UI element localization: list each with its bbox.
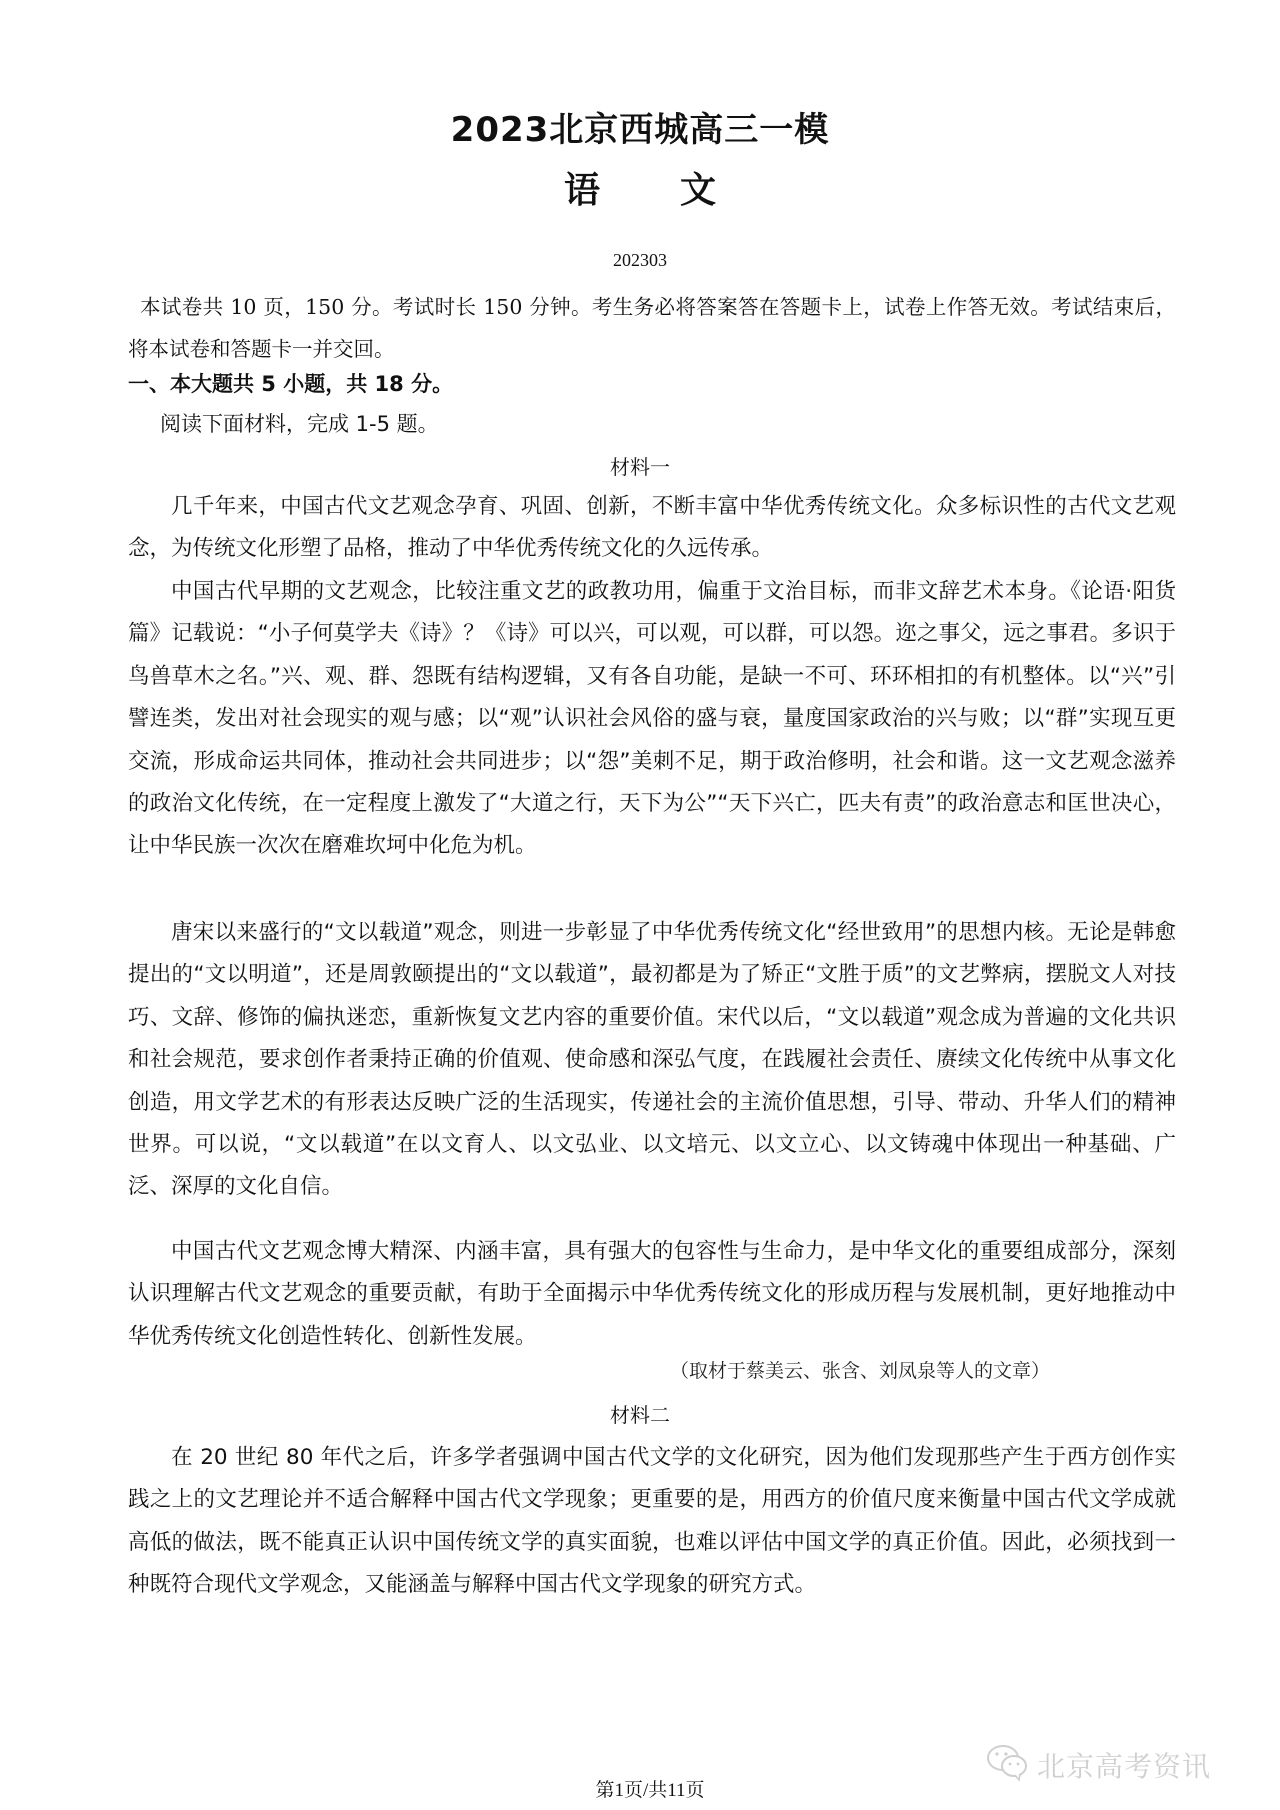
material-one-paragraph: 中国古代早期的文艺观念，比较注重文艺的政教功用，偏重于文治目标，而非文辞艺术本身。《论语·阳货篇》记载说：“小子何莫学夫《诗》？《诗》可以兴，可以观，可以群，可以怨。迩之事父，远之事君。多识于鸟兽草木之名。”兴、观、群、怨既有结构逻辑，又有各自功能，是缺一不可、环环相扣的有机整体。以“兴”引譬连类，发出对社会现实的观与感；以“观”认识社会风俗的盛与衰，量度国家政治的兴与败；以“群”实现互更交流，形成命运共同体，推动社会共同进步；以“怨”美刺不足，期于政治修明，社会和谐。这一文艺观念滋养的政治文化传统，在一定程度上激发了“大道之行，天下为公”“天下兴亡，匹夫有责”的政治意志和匡世决心，让中华民族一次次在磨难坎坷中化危为机。 [128, 579, 1176, 859]
section-one-instruction: 阅读下面材料，完成 1-5 题。 [160, 412, 439, 436]
watermark-text: 北京高考资讯 [1037, 1750, 1212, 1783]
subject-char: 文 [680, 170, 717, 211]
material-two-paragraph: 在 20 世纪 80 年代之后，许多学者强调中国古代文学的文化研究，因为他们发现那些产生于西方创作实践之上的文艺理论并不适合解释中国古代文学现象；更重要的是，用西方的价值尺度来衡量中国古代文学成就高低的做法，既不能真正认识中国传统文学的真实面貌，也难以评估中国文学的真正价值。因此，必须找到一种既符合现代文学观念，又能涵盖与解释中国古代文学现象的研究方式。 [128, 1445, 1176, 1598]
material-one-title: 材料一 [610, 455, 670, 479]
material-two-title: 材料二 [610, 1403, 670, 1427]
exam-title: 2023北京西城高三一模 [450, 110, 830, 150]
subject-title [0, 168, 1280, 214]
material-one-paragraph: 中国古代文艺观念博大精深、内涵丰富，具有强大的包容性与生命力，是中华文化的重要组成部分，深刻认识理解古代文艺观念的重要贡献，有助于全面揭示中华优秀传统文化的形成历程与发展机制，更好地推动中华优秀传统文化创造性转化、创新性发展。 [128, 1239, 1176, 1349]
material-one-paragraph: 几千年来，中国古代文艺观念孕育、巩固、创新，不断丰富中华优秀传统文化。众多标识性的古代文艺观念，为传统文化形塑了品格，推动了中华优秀传统文化的久远传承。 [128, 494, 1176, 562]
page-indicator: 第1页/共11页 [595, 1780, 705, 1801]
section-one-heading: 一、本大题共 5 小题，共 18 分。 [128, 372, 454, 396]
material-one-paragraph: 唐宋以来盛行的“文以载道”观念，则进一步彰显了中华优秀传统文化“经世致用”的思想内核。无论是韩愈提出的“文以明道”，还是周敦颐提出的“文以载道”，最初都是为了矫正“文胜于质”的文艺弊病，摆脱文人对技巧、文辞、修饰的偏执迷恋，重新恢复文艺内容的重要价值。宋代以后，“文以载道”观念成为普遍的文化共识和社会规范，要求创作者秉持正确的价值观、使命感和深弘气度，在践履社会责任、赓续文化传统中从事文化创造，用文学艺术的有形表达反映广泛的生活现实，传递社会的主流价值思想，引导、带动、升华人们的精神世界。可以说，“文以载道”在以文育人、以文弘业、以文培元、以文立心、以文铸魂中体现出一种基础、广泛、深厚的文化自信。 [128, 920, 1176, 1200]
exam-instructions: 本试卷共 10 页，150 分。考试时长 150 分钟。考生务必将答案答在答题卡上，试卷上作答无效。考试结束后，将本试卷和答题卡一并交回。 [128, 295, 1176, 361]
exam-date: 202303 [613, 250, 667, 270]
material-one-source: （取材于蔡美云、张含、刘凤泉等人的文章） [669, 1360, 1050, 1382]
subject-char: 语 [563, 170, 600, 211]
